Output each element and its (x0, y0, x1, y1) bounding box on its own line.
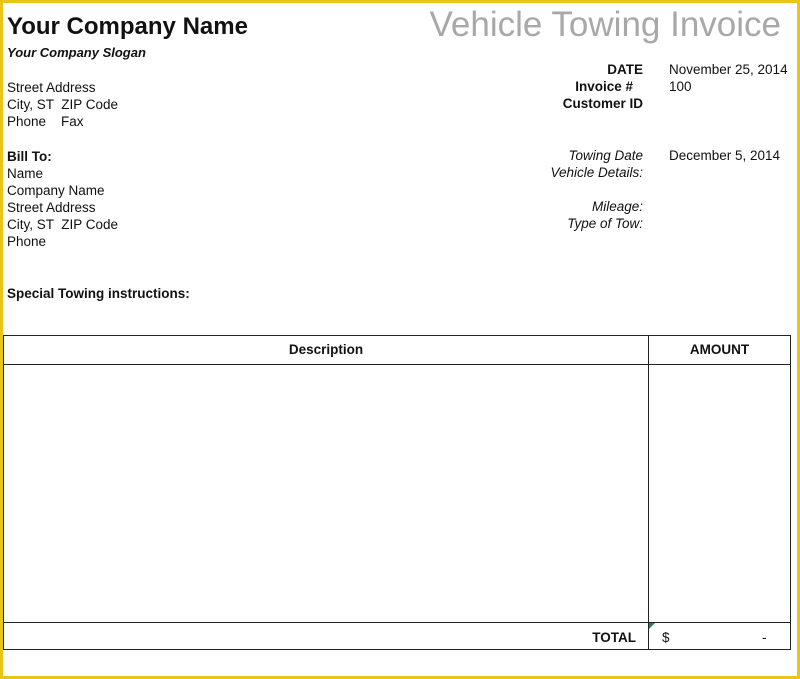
invoice-sheet (3, 3, 797, 676)
description-header: Description (288, 342, 364, 357)
bill-to-label: Bill To: (7, 149, 52, 164)
company-city-line: City, ST ZIP Code (7, 97, 119, 112)
customer-id-label: Customer ID (562, 96, 643, 111)
mileage-label: Mileage: (591, 199, 643, 214)
cell-comment-marker (649, 623, 655, 629)
total-label: TOTAL (592, 630, 636, 645)
company-slogan: Your Company Slogan (7, 45, 146, 60)
total-currency: $ (662, 630, 670, 645)
bill-to-city-line: City, ST ZIP Code (7, 217, 119, 232)
line-items-table (3, 335, 791, 650)
table-header-row (4, 336, 790, 365)
type-of-tow-label: Type of Tow: (567, 216, 643, 231)
document-title: Vehicle Towing Invoice (429, 5, 781, 44)
bill-to-name: Name (7, 166, 44, 181)
towing-date-value: December 5, 2014 (669, 148, 781, 163)
special-instructions-label: Special Towing instructions: (7, 286, 190, 301)
date-value: November 25, 2014 (669, 62, 788, 77)
amount-header: AMOUNT (689, 342, 750, 357)
company-name: Your Company Name (7, 13, 248, 40)
total-value: - (762, 630, 767, 645)
company-address (7, 79, 118, 130)
towing-date-label: Towing Date (568, 148, 643, 163)
column-divider (648, 336, 649, 649)
bill-to-block (7, 148, 118, 250)
date-label: DATE (607, 62, 643, 77)
invoice-number-label: Invoice # (575, 79, 633, 94)
company-phone-line: Phone Fax (7, 114, 84, 129)
bill-to-street: Street Address (7, 200, 96, 215)
invoice-number-value: 100 (669, 79, 692, 94)
total-divider (4, 622, 790, 623)
vehicle-details-label: Vehicle Details: (550, 165, 643, 180)
bill-to-phone: Phone (7, 234, 47, 249)
bill-to-company: Company Name (7, 183, 105, 198)
company-street: Street Address (7, 80, 96, 95)
